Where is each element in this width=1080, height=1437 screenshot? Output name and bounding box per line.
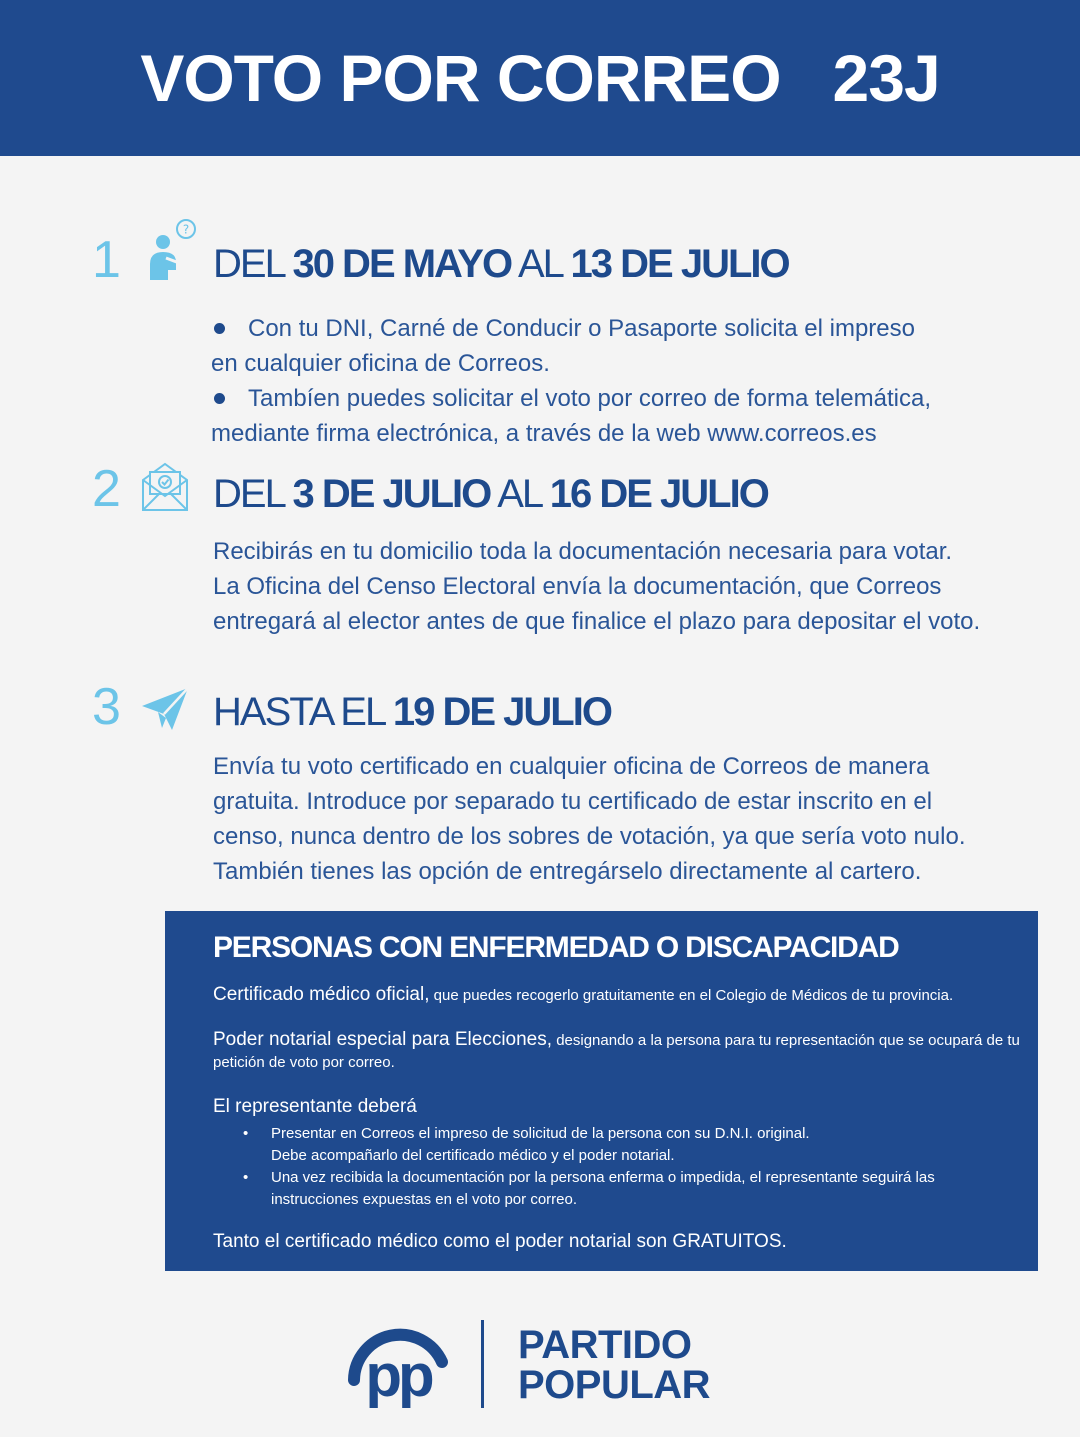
text-detail: designando a la persona para tu representación que se ocupará de tu petición de voto por correo. bbox=[213, 1032, 1020, 1071]
bullet-dot bbox=[214, 323, 225, 334]
description-line: Envía tu voto certificado en cualquier oficina de Correos de manera bbox=[213, 753, 930, 780]
title-middle: AL bbox=[490, 472, 550, 516]
step-description bbox=[213, 749, 965, 889]
description-line: También tienes las opción de entregárselo directamente al cartero. bbox=[213, 858, 922, 885]
title-date: 19 DE JULIO bbox=[392, 690, 611, 734]
step-description bbox=[213, 534, 980, 639]
svg-text:?: ? bbox=[182, 222, 190, 237]
title-date-start: 30 DE MAYO bbox=[292, 242, 512, 286]
footer-divider bbox=[481, 1320, 484, 1408]
step-title bbox=[213, 472, 768, 517]
party-name bbox=[518, 1325, 710, 1405]
title-prefix: DEL bbox=[213, 472, 293, 516]
medical-certificate-text bbox=[213, 984, 1023, 1007]
step-number: 2 bbox=[92, 460, 121, 518]
representative-list bbox=[243, 1123, 1003, 1211]
description-line: censo, nunca dentro de los sobres de votación, ya que sería voto nulo. bbox=[213, 823, 966, 850]
list-item-line: instrucciones expuestas en el voto por correo. bbox=[271, 1191, 577, 1208]
text-detail: que puedes recogerlo gratuitamente en el Colegio de Médicos de tu provincia. bbox=[429, 987, 954, 1004]
bullet-line: Tambíen puedes solicitar el voto por correo de forma telemática, bbox=[248, 385, 932, 412]
text-emphasis: Poder notarial especial para Elecciones, bbox=[213, 1029, 553, 1050]
free-notice: Tanto el certificado médico como el poder notarial son GRATUITOS. bbox=[213, 1231, 787, 1252]
description-line: Recibirás en tu domicilio toda la documentación necesaria para votar. bbox=[213, 538, 953, 565]
step-number: 1 bbox=[92, 231, 121, 289]
disability-info-box bbox=[165, 911, 1038, 1271]
party-name-line: PARTIDO bbox=[518, 1323, 692, 1367]
header-banner bbox=[0, 0, 1080, 156]
box-title: PERSONAS CON ENFERMEDAD O DISCAPACIDAD bbox=[213, 931, 899, 964]
text-emphasis: Certificado médico oficial, bbox=[213, 984, 430, 1005]
page-title: VOTO POR CORREO 23J bbox=[140, 41, 940, 115]
description-line: gratuita. Introduce por separado tu certificado de estar inscrito en el bbox=[213, 788, 933, 815]
description-line: entregará al elector antes de que finalice el plazo para depositar el voto. bbox=[213, 608, 981, 635]
title-date-end: 16 DE JULIO bbox=[549, 472, 768, 516]
title-date-end: 13 DE JULIO bbox=[570, 242, 789, 286]
bullet-item bbox=[211, 311, 1011, 381]
party-name-line: POPULAR bbox=[518, 1363, 711, 1407]
list-item-line: • Una vez recibida la documentación por la persona enferma o impedida, el representante seguirá las bbox=[271, 1169, 935, 1186]
bullet-line: mediante firma electrónica, a través de la web www.correos.es bbox=[211, 420, 877, 447]
list-item bbox=[243, 1123, 1003, 1167]
title-prefix: DEL bbox=[213, 242, 293, 286]
title-date-start: 3 DE JULIO bbox=[292, 472, 491, 516]
step-title bbox=[213, 242, 789, 287]
pp-logo bbox=[338, 1318, 458, 1408]
step-number: 3 bbox=[92, 678, 121, 736]
bullet-dot bbox=[214, 393, 225, 404]
representative-heading: El representante deberá bbox=[213, 1096, 417, 1117]
person-question-icon bbox=[144, 218, 198, 284]
bullet-item bbox=[211, 381, 1011, 451]
step-title bbox=[213, 690, 611, 735]
logo-lettering: pp bbox=[365, 1342, 431, 1408]
notarial-power-text bbox=[213, 1029, 1023, 1074]
title-prefix: HASTA EL bbox=[213, 690, 393, 734]
bullet-line: Con tu DNI, Carné de Conducir o Pasaporte solicita el impreso bbox=[248, 315, 915, 342]
list-item-line: • Presentar en Correos el impreso de solicitud de la persona con su D.N.I. original. bbox=[271, 1125, 810, 1142]
list-item bbox=[243, 1167, 1003, 1211]
title-middle: AL bbox=[511, 242, 571, 286]
bullet-line: en cualquier oficina de Correos. bbox=[211, 350, 550, 377]
paper-plane-icon bbox=[140, 684, 190, 734]
envelope-check-icon bbox=[140, 458, 190, 512]
list-item-line: Debe acompañarlo del certificado médico y el poder notarial. bbox=[271, 1147, 675, 1164]
description-line: La Oficina del Censo Electoral envía la documentación, que Correos bbox=[213, 573, 942, 600]
